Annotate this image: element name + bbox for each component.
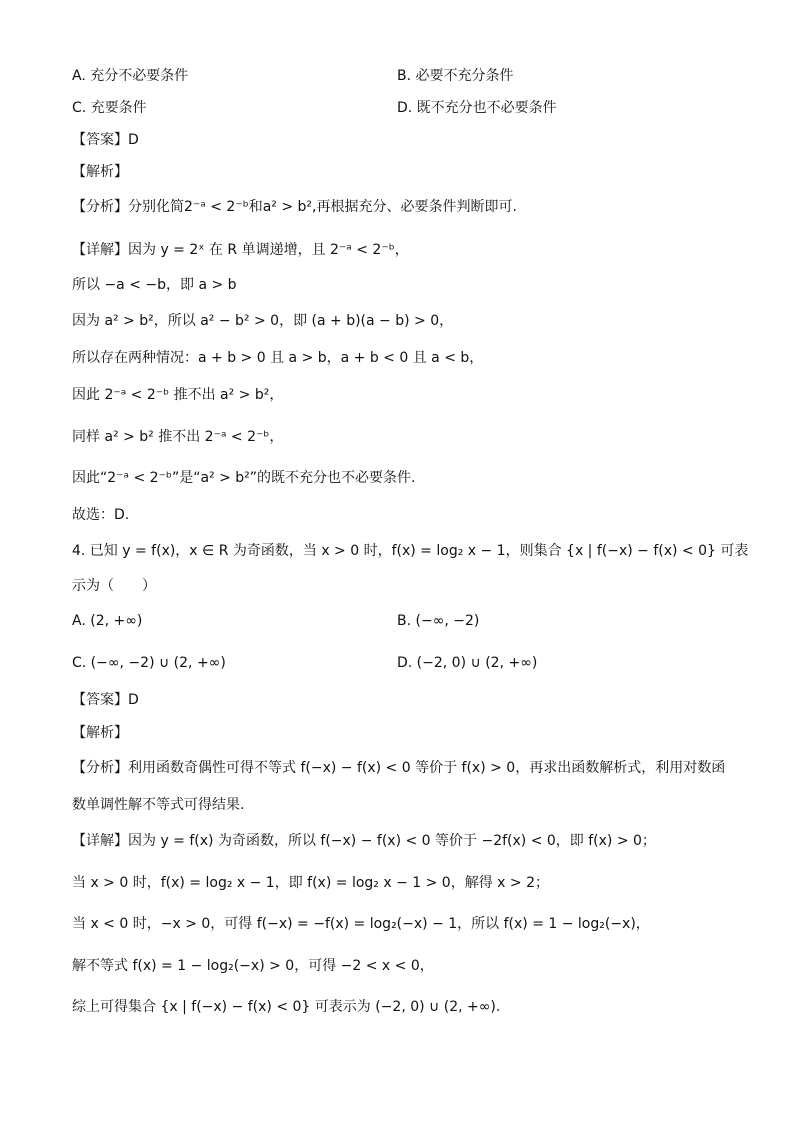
q3-detail-line-1: 【详解】因为 y = 2ˣ 在 R 单调递增，且 2⁻ᵃ < 2⁻ᵇ， xyxy=(72,242,409,258)
q3-detail-line-8: 故选：D. xyxy=(72,507,130,523)
q4-fenxi-line-1: 【分析】利用函数奇偶性可得不等式 f(−x) − f(x) < 0 等价于 f(x) > 0，再求出函数解析式，利用对数函 xyxy=(72,760,726,776)
q3-option-a: A. 充分不必要条件 xyxy=(72,68,189,84)
q4-option-d: D. (−2, 0) ∪ (2, +∞) xyxy=(397,655,538,671)
q3-detail-line-5: 因此 2⁻ᵃ < 2⁻ᵇ 推不出 a² > b²， xyxy=(72,387,284,403)
q3-detail-line-4: 所以存在两种情况：a + b > 0 且 a > b，a + b < 0 且 a < b， xyxy=(72,350,484,366)
q4-detail-line-1: 【详解】因为 y = f(x) 为奇函数，所以 f(−x) − f(x) < 0 等价于 −2f(x) < 0，即 f(x) > 0； xyxy=(72,833,656,849)
q4-stem-line-2: 示为（ ） xyxy=(72,578,156,594)
q3-detail-line-2: 所以 −a < −b，即 a > b xyxy=(72,277,237,293)
q4-fenxi-line-2: 数单调性解不等式可得结果. xyxy=(72,797,245,813)
q4-option-b: B. (−∞, −2) xyxy=(397,613,480,629)
q3-analysis-label: 【解析】 xyxy=(72,164,128,180)
q3-answer: 【答案】D xyxy=(72,132,139,148)
q4-answer: 【答案】D xyxy=(72,692,139,708)
q3-fenxi: 【分析】分别化简2⁻ᵃ < 2⁻ᵇ和a² > b²,再根据充分、必要条件判断即可. xyxy=(72,199,517,215)
q4-analysis-label: 【解析】 xyxy=(72,725,128,741)
q4-detail-line-2: 当 x > 0 时，f(x) = log₂ x − 1，即 f(x) = log₂ x − 1 > 0，解得 x > 2； xyxy=(72,875,549,891)
q4-detail-line-5: 综上可得集合 {x | f(−x) − f(x) < 0} 可表示为 (−2, 0) ∪ (2, +∞). xyxy=(72,999,501,1015)
q3-detail-line-6: 同样 a² > b² 推不出 2⁻ᵃ < 2⁻ᵇ， xyxy=(72,429,284,445)
q3-detail-line-3: 因为 a² > b²，所以 a² − b² > 0，即 (a + b)(a − b) > 0， xyxy=(72,313,454,329)
q4-detail-line-3: 当 x < 0 时，−x > 0，可得 f(−x) = −f(x) = log₂(−x) − 1，所以 f(x) = 1 − log₂(−x)， xyxy=(72,916,650,932)
q3-detail-line-7: 因此“2⁻ᵃ < 2⁻ᵇ”是“a² > b²”的既不充分也不必要条件. xyxy=(72,470,416,486)
q3-option-c: C. 充要条件 xyxy=(72,100,147,116)
q4-option-a: A. (2, +∞) xyxy=(72,613,143,629)
q3-option-b: B. 必要不充分条件 xyxy=(397,68,514,84)
q4-detail-line-4: 解不等式 f(x) = 1 − log₂(−x) > 0，可得 −2 < x < 0， xyxy=(72,958,434,974)
q4-option-c: C. (−∞, −2) ∪ (2, +∞) xyxy=(72,655,226,671)
q3-option-d: D. 既不充分也不必要条件 xyxy=(397,100,557,116)
q4-stem-line-1: 4. 已知 y = f(x)，x ∈ R 为奇函数，当 x > 0 时，f(x) = log₂ x − 1，则集合 {x | f(−x) − f(x) < 0} 可表 xyxy=(72,543,749,559)
